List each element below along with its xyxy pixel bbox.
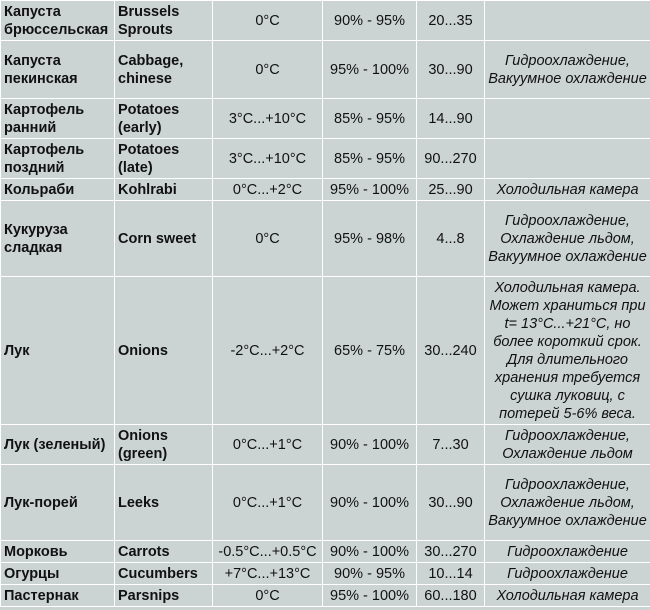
temperature: 0°C	[213, 41, 323, 99]
temperature: 0°C...+2°C	[213, 179, 323, 201]
table-row	[1, 139, 650, 179]
name-en: Cabbage, chinese	[115, 41, 213, 99]
name-ru: Картофель ранний	[1, 99, 115, 139]
humidity: 90% - 95%	[323, 1, 417, 41]
table-row	[1, 201, 650, 277]
cooling-method: Гидроохлаждение, Охлаждение льдом, Вакуумное охлаждение	[485, 201, 650, 277]
storage-days: 20...35	[417, 1, 485, 41]
humidity: 90% - 100%	[323, 425, 417, 465]
storage-days: 10...14	[417, 563, 485, 585]
storage-days: 7...30	[417, 425, 485, 465]
name-ru: Капуста пекинская	[1, 41, 115, 99]
name-en: Brussels Sprouts	[115, 1, 213, 41]
storage-days: 4...8	[417, 201, 485, 277]
name-ru: Лук (зеленый)	[1, 425, 115, 465]
humidity: 95% - 98%	[323, 201, 417, 277]
name-ru: Кольраби	[1, 179, 115, 201]
cooling-method	[485, 99, 650, 139]
table-row	[1, 1, 650, 41]
name-ru: Пастернак	[1, 585, 115, 607]
name-en: Onions (green)	[115, 425, 213, 465]
name-en: Potatoes (late)	[115, 139, 213, 179]
storage-days: 90...270	[417, 139, 485, 179]
temperature: 0°C...+1°C	[213, 465, 323, 541]
humidity: 90% - 100%	[323, 541, 417, 563]
table-row	[1, 277, 650, 425]
name-en: Cucumbers	[115, 563, 213, 585]
table-row	[1, 585, 650, 607]
name-en: Corn sweet	[115, 201, 213, 277]
cooling-method: Гидроохлаждение, Вакуумное охлаждение	[485, 41, 650, 99]
name-ru: Лук-порей	[1, 465, 115, 541]
humidity: 85% - 95%	[323, 99, 417, 139]
cooling-method: Гидроохлаждение	[485, 563, 650, 585]
cooling-method: Гидроохлаждение, Охлаждение льдом, Вакуумное охлаждение	[485, 465, 650, 541]
cooling-method: Холодильная камера	[485, 585, 650, 607]
table-row	[1, 179, 650, 201]
temperature: 0°C...+1°C	[213, 425, 323, 465]
name-ru: Кукуруза сладкая	[1, 201, 115, 277]
cooling-method: Холодильная камера	[485, 179, 650, 201]
name-en: Onions	[115, 277, 213, 425]
storage-days: 30...90	[417, 465, 485, 541]
cooling-method: Гидроохлаждение	[485, 541, 650, 563]
temperature: 0°C	[213, 1, 323, 41]
humidity: 95% - 100%	[323, 585, 417, 607]
temperature: +7°C...+13°C	[213, 563, 323, 585]
table-row	[1, 541, 650, 563]
name-ru: Картофель поздний	[1, 139, 115, 179]
storage-days: 14...90	[417, 99, 485, 139]
name-en: Carrots	[115, 541, 213, 563]
storage-days: 30...90	[417, 41, 485, 99]
humidity: 90% - 95%	[323, 563, 417, 585]
temperature: -2°C...+2°C	[213, 277, 323, 425]
temperature: 0°C	[213, 585, 323, 607]
cooling-method	[485, 1, 650, 41]
name-en: Potatoes (early)	[115, 99, 213, 139]
name-ru: Морковь	[1, 541, 115, 563]
table-row	[1, 425, 650, 465]
humidity: 95% - 100%	[323, 179, 417, 201]
temperature: 3°C...+10°C	[213, 139, 323, 179]
table-row	[1, 563, 650, 585]
name-ru: Лук	[1, 277, 115, 425]
name-ru: Огурцы	[1, 563, 115, 585]
storage-days: 30...270	[417, 541, 485, 563]
humidity: 90% - 100%	[323, 465, 417, 541]
storage-days: 25...90	[417, 179, 485, 201]
name-en: Leeks	[115, 465, 213, 541]
name-en: Kohlrabi	[115, 179, 213, 201]
cooling-method: Холодильная камера. Может храниться при t= 13°C...+21°C, но более короткий срок. Для длительного хранения требуется сушка луковиц, с потерей 5-6% веса.	[485, 277, 650, 425]
cooling-method	[485, 139, 650, 179]
name-en: Parsnips	[115, 585, 213, 607]
table-row	[1, 99, 650, 139]
name-ru: Капуста брюссельская	[1, 1, 115, 41]
humidity: 95% - 100%	[323, 41, 417, 99]
temperature: 3°C...+10°C	[213, 99, 323, 139]
storage-days: 60...180	[417, 585, 485, 607]
storage-days: 30...240	[417, 277, 485, 425]
table-row	[1, 465, 650, 541]
temperature: 0°C	[213, 201, 323, 277]
humidity: 65% - 75%	[323, 277, 417, 425]
table-row	[1, 41, 650, 99]
humidity: 85% - 95%	[323, 139, 417, 179]
temperature: -0.5°C...+0.5°C	[213, 541, 323, 563]
cooling-method: Гидроохлаждение, Охлаждение льдом	[485, 425, 650, 465]
